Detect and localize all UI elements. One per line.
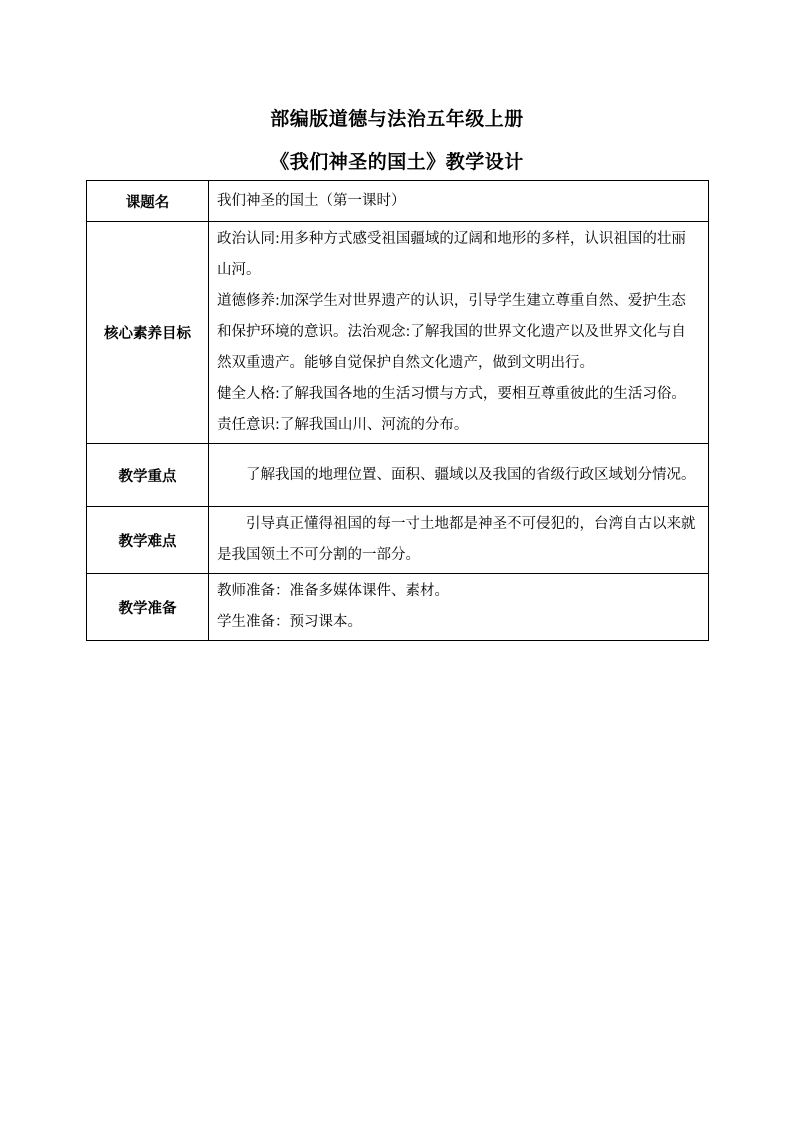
- row-label-difficulties: 教学难点: [87, 507, 209, 574]
- difficulties-text: 引导真正懂得祖国的每一寸土地都是神圣不可侵犯的，台湾自古以来就是我国领土不可分割的一部分。: [217, 516, 696, 563]
- table-row-preparation: [87, 574, 709, 641]
- key-points-text: 了解我国的地理位置、面积、疆域以及我国的省级行政区域划分情况。: [246, 466, 696, 483]
- row-label-core-goals: 核心素养目标: [87, 222, 209, 444]
- teacher-preparation-text: 教师准备：准备多媒体课件、素材。: [217, 583, 449, 599]
- lesson-title-text: 我们神圣的国土（第一课时）: [217, 193, 406, 209]
- goal-paragraph: 政治认同:用多种方式感受祖国疆域的辽阔和地形的多样，认识祖国的壮丽山河。: [217, 231, 686, 278]
- document-title: 部编版道德与法治五年级上册: [270, 108, 524, 130]
- row-content-difficulties: [209, 507, 709, 574]
- row-content-key-points: [209, 444, 709, 507]
- row-content-preparation: [209, 574, 709, 641]
- row-content-core-goals: [209, 222, 709, 444]
- row-label-key-points: 教学重点: [87, 444, 209, 507]
- lesson-plan-table: [86, 180, 709, 641]
- row-label-lesson-title: 课题名: [87, 181, 209, 222]
- table-row-key-points: [87, 444, 709, 507]
- row-label-preparation: 教学准备: [87, 574, 209, 641]
- goal-paragraph: 健全人格:了解我国各地的生活习惯与方式，要相互尊重彼此的生活习俗。责任意识:了解我国山川、河流的分布。: [217, 386, 686, 433]
- student-preparation-text: 学生准备：预习课本。: [217, 614, 362, 630]
- table-row-lesson-title: [87, 181, 709, 222]
- table-row-core-goals: [87, 222, 709, 444]
- goal-paragraph: 道德修养:加深学生对世界遗产的认识，引导学生建立尊重自然、爱护生态和保护环境的意识。法治观念:了解我国的世界文化遗产以及世界文化与自然双重遗产。能够自觉保护自然文化遗产，做到文明出行。: [217, 293, 686, 371]
- table-row-difficulties: [87, 507, 709, 574]
- document-subtitle: 《我们神圣的国土》教学设计: [270, 151, 524, 173]
- row-content-lesson-title: [209, 181, 709, 222]
